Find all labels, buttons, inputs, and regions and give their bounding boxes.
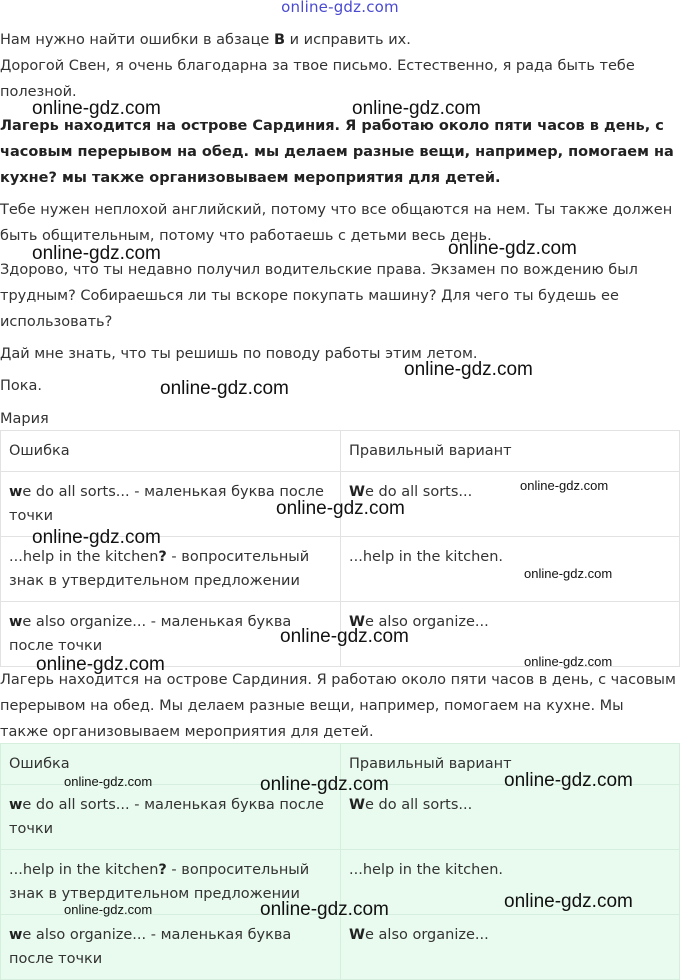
watermark: online-gdz.com — [448, 238, 577, 259]
fix-highlight: W — [349, 797, 365, 813]
table-row — [1, 472, 680, 537]
task-paragraph-letter: B — [273, 32, 286, 48]
site-header[interactable]: online-gdz.com — [281, 0, 399, 16]
fix-text: e do all sorts... — [365, 484, 473, 500]
error-highlight: ? — [158, 862, 167, 878]
error-note: - маленькая буква после точки — [9, 614, 292, 654]
watermark: online-gdz.com — [32, 98, 161, 119]
error-cell — [1, 785, 341, 850]
paragraph-b: Лагерь находится на острове Сардиния. Я работаю около пяти часов в день, с часовым перерывом на обед. мы делаем разные вещи, например, помогаем на кухне? мы также организовываем мероприятия для детей. — [0, 118, 674, 186]
column-header: Правильный вариант — [341, 744, 680, 785]
letter-signature: Мария — [0, 411, 49, 427]
corrected-paragraph: Лагерь находится на острове Сардиния. Я работаю около пяти часов в день, с часовым перерывом на обед. Мы делаем разные вещи, например, помогаем на кухне. Мы также организовываем мероприятия для детей. — [0, 672, 676, 740]
error-text: e do all sorts... — [22, 484, 130, 500]
watermark: online-gdz.com — [32, 527, 161, 548]
error-text: ...help in the kitchen — [9, 862, 159, 878]
table-row — [1, 785, 680, 850]
column-header: Ошибка — [1, 431, 341, 472]
error-text: e also organize... — [22, 927, 147, 943]
errors-table-highlighted — [0, 743, 680, 980]
watermark: online-gdz.com — [352, 98, 481, 119]
column-header: Правильный вариант — [341, 431, 680, 472]
error-note: - маленькая буква после точки — [9, 797, 324, 837]
fix-text: e also organize... — [365, 614, 489, 630]
error-highlight: w — [9, 614, 23, 630]
error-highlight: w — [9, 797, 23, 813]
watermark: online-gdz.com — [36, 654, 165, 675]
letter-paragraph: Тебе нужен неплохой английский, потому что все общаются на нем. Ты также должен быть общительным, потому что работаешь с детьми весь день. — [0, 202, 673, 244]
task-text — [0, 27, 676, 53]
watermark: online-gdz.com — [504, 770, 633, 791]
letter-paragraph: Дай мне знать, что ты решишь по поводу работы этим летом. — [0, 346, 478, 362]
letter-paragraph: Здорово, что ты недавно получил водительские права. Экзамен по вождению был трудным? Собираешься ли ты вскоре покупать машину? Для чего ты будешь ее использовать? — [0, 262, 638, 330]
fix-text: ...help in the kitchen. — [349, 862, 504, 878]
error-highlight: ? — [158, 549, 167, 565]
error-note: - вопросительный знак в утвердительном предложении — [9, 549, 310, 589]
fix-text: e also organize... — [365, 927, 489, 943]
error-note: - маленькая буква после точки — [9, 484, 324, 524]
table-header-row — [1, 431, 680, 472]
table-row — [1, 915, 680, 980]
table-header-row — [1, 744, 680, 785]
error-cell — [1, 915, 341, 980]
error-note: - маленькая буква после точки — [9, 927, 292, 967]
fix-cell — [341, 915, 680, 980]
watermark: online-gdz.com — [260, 899, 389, 920]
fix-highlight: W — [349, 927, 365, 943]
fix-cell — [341, 472, 680, 537]
watermark: online-gdz.com — [504, 891, 633, 912]
watermark: online-gdz.com — [520, 478, 609, 493]
task-text-part: Нам нужно найти ошибки в абзаце — [0, 32, 274, 48]
watermark: online-gdz.com — [280, 626, 409, 647]
errors-table — [0, 430, 680, 667]
error-cell — [1, 472, 341, 537]
error-cell — [1, 537, 341, 602]
fix-cell — [341, 850, 680, 915]
watermark: online-gdz.com — [64, 774, 153, 789]
watermark: online-gdz.com — [276, 498, 405, 519]
letter-greeting: Дорогой Свен, я очень благодарна за твое письмо. Естественно, я рада быть тебе полезной. — [0, 58, 635, 100]
error-highlight: w — [9, 484, 23, 500]
error-note: - вопросительный знак в утвердительном предложении — [9, 862, 310, 902]
fix-highlight: W — [349, 614, 365, 630]
fix-cell — [341, 602, 680, 667]
column-header: Ошибка — [1, 744, 341, 785]
fix-cell — [341, 785, 680, 850]
watermark: online-gdz.com — [404, 359, 533, 380]
fix-text: ...help in the kitchen. — [349, 549, 504, 565]
letter-bye: Пока. — [0, 378, 43, 394]
watermark: online-gdz.com — [64, 902, 153, 917]
watermark: online-gdz.com — [160, 378, 289, 399]
error-highlight: w — [9, 927, 23, 943]
fix-highlight: W — [349, 484, 365, 500]
error-cell — [1, 602, 341, 667]
watermark: online-gdz.com — [524, 654, 613, 669]
task-text-part: и исправить их. — [285, 32, 411, 48]
table-row — [1, 850, 680, 915]
fix-cell — [341, 537, 680, 602]
error-text: e also organize... — [22, 614, 147, 630]
error-text: e do all sorts... — [22, 797, 130, 813]
table-row — [1, 537, 680, 602]
error-text: ...help in the kitchen — [9, 549, 159, 565]
error-cell — [1, 850, 341, 915]
watermark: online-gdz.com — [524, 566, 613, 581]
fix-text: e do all sorts... — [365, 797, 473, 813]
watermark: online-gdz.com — [260, 774, 389, 795]
table-row — [1, 602, 680, 667]
watermark: online-gdz.com — [32, 243, 161, 264]
